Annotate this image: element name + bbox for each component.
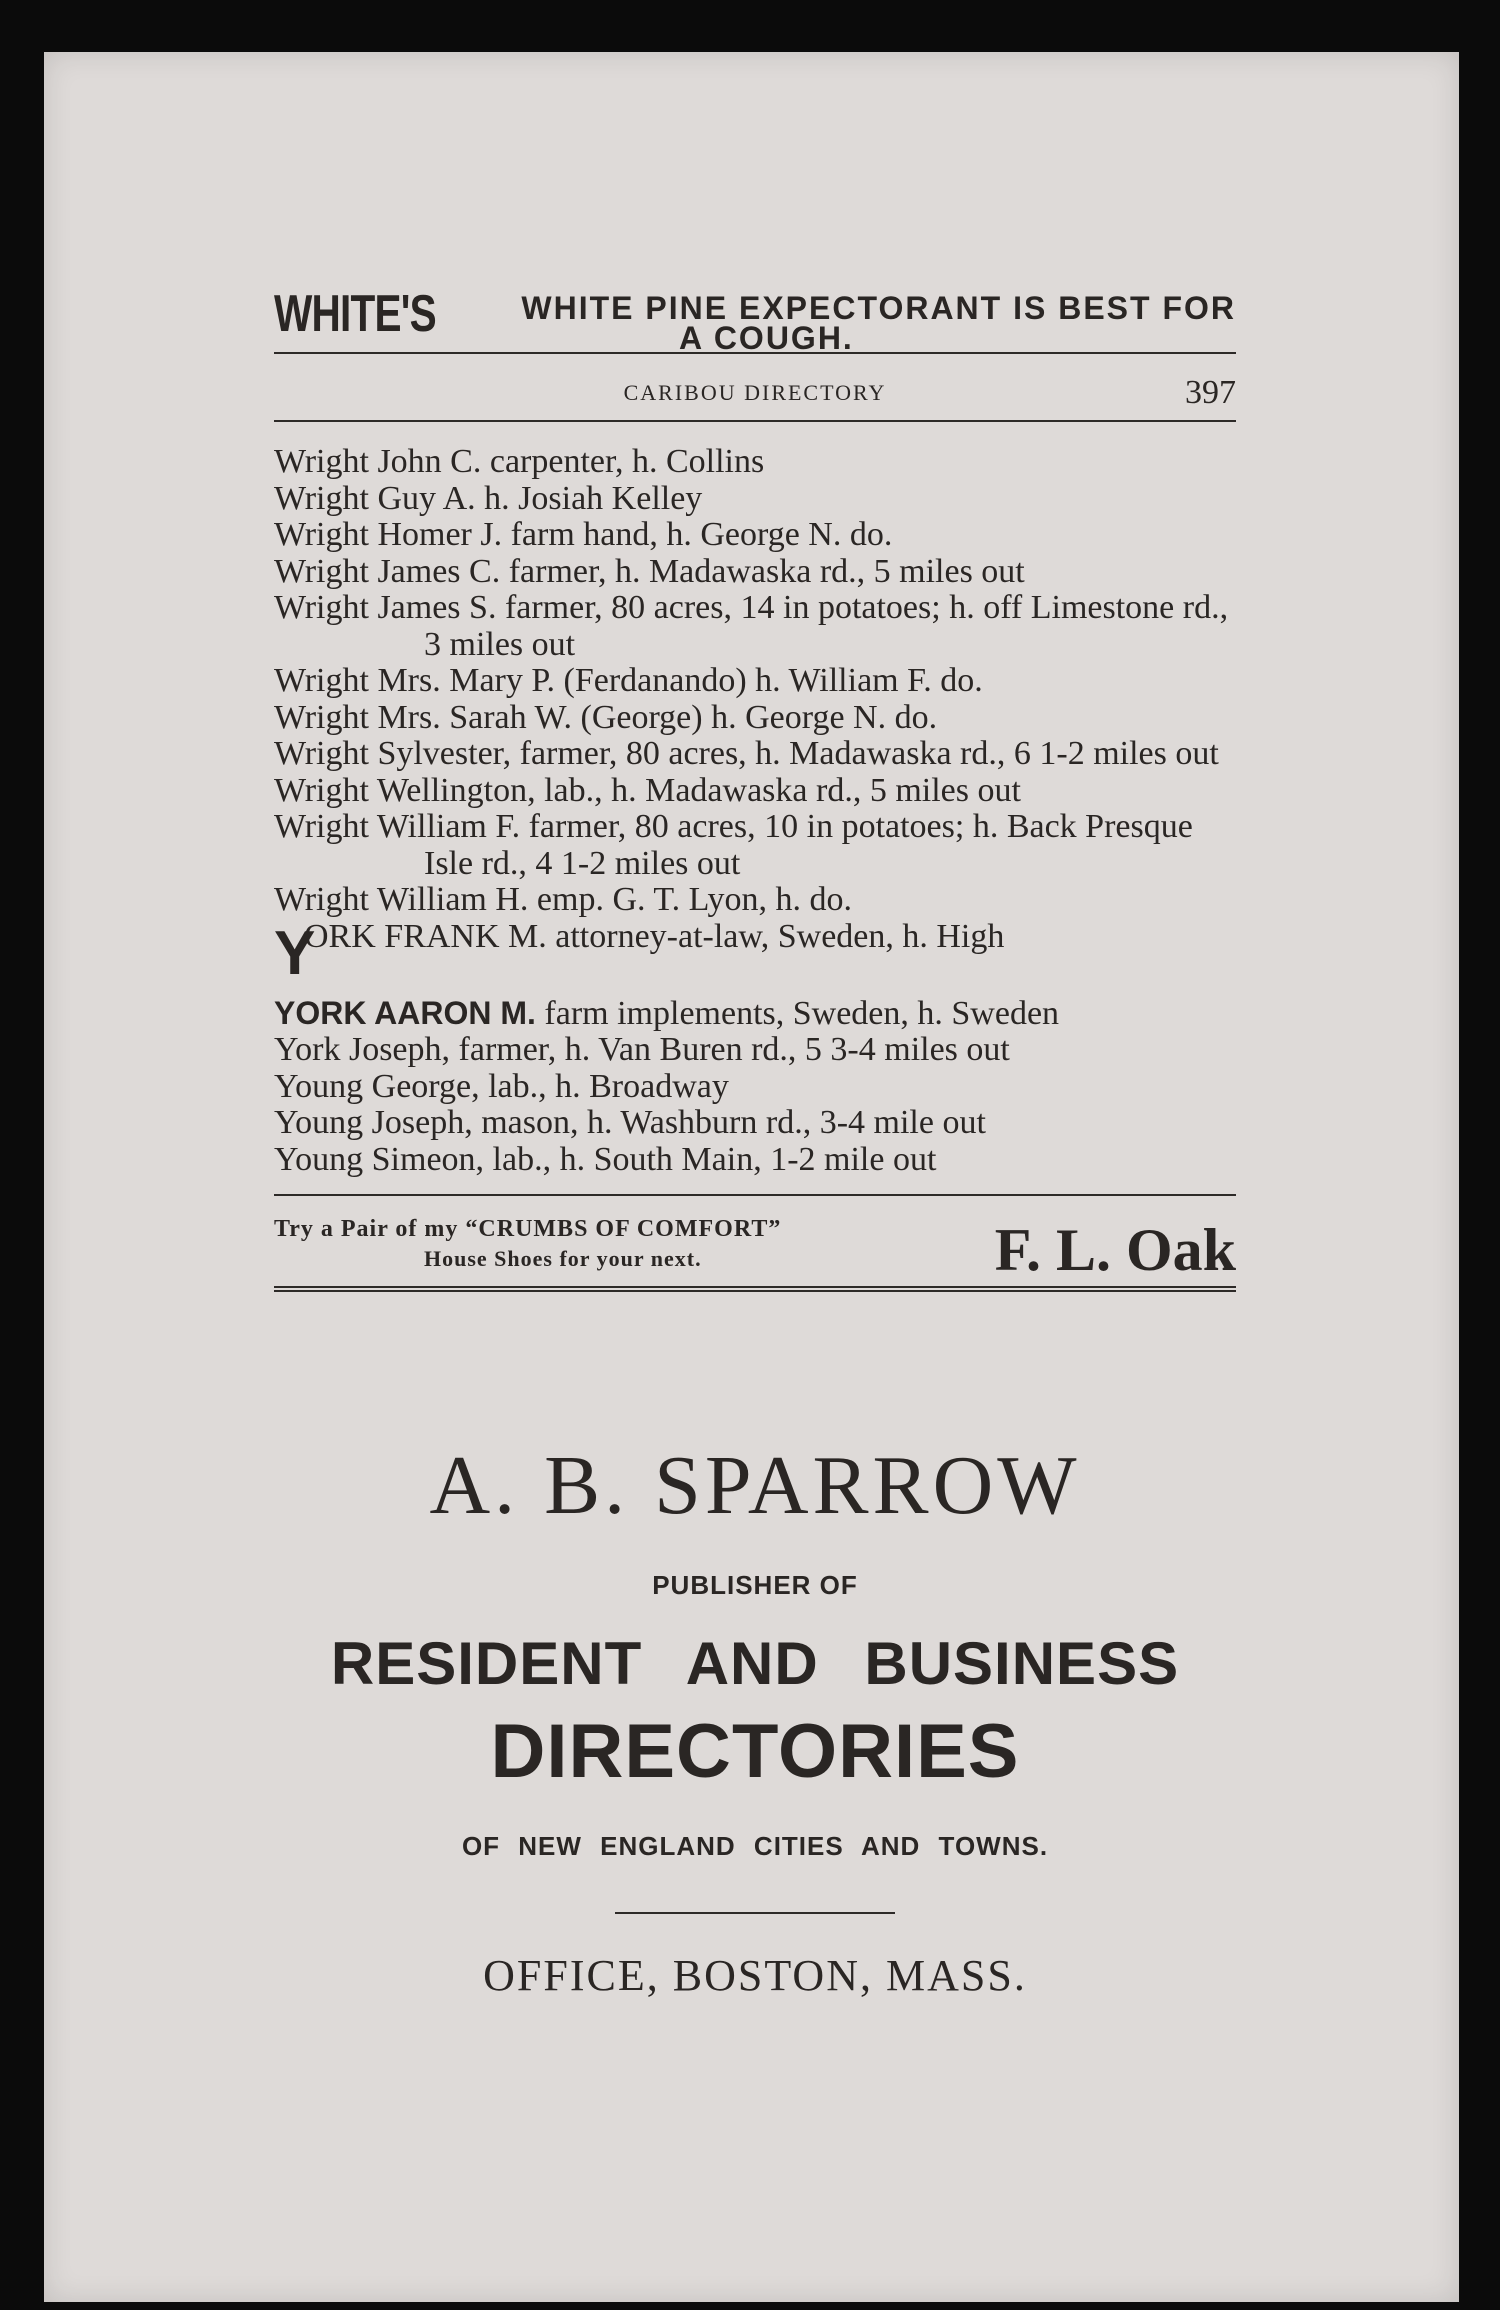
divider-rule	[615, 1912, 895, 1914]
directory-entry: Wright William H. emp. G. T. Lyon, h. do.	[274, 881, 853, 918]
ad-oak-signature: F. L. Oak	[994, 1217, 1236, 1283]
ad-line-1: WHITE PINE EXPECTORANT IS BEST FOR	[521, 290, 1236, 326]
directory-entry: Wright Homer J. farm hand, h. George N. do.	[274, 516, 893, 553]
york-aaron-entry	[274, 995, 1236, 1033]
section-initial-y: Y	[274, 918, 316, 988]
directory-entry: Wright Wellington, lab., h. Madawaska rd., 5 miles out	[274, 771, 1021, 809]
page-number: 397	[1185, 374, 1236, 411]
directory-entry: Young Joseph, mason, h. Washburn rd., 3-4 mile out	[274, 1104, 986, 1141]
directory-title: CARIBOU DIRECTORY	[623, 380, 887, 405]
directory-entries	[274, 444, 1236, 1178]
resident-business-heading: RESIDENT AND BUSINESS	[330, 1630, 1180, 1697]
directory-entry: York Joseph, farmer, h. Van Buren rd., 5 3-4 miles out	[274, 1031, 1010, 1068]
directory-entry: Wright Guy A. h. Josiah Kelley	[274, 479, 703, 517]
york-aaron-name: YORK AARON M.	[274, 994, 536, 1031]
ad-whites-expectorant	[274, 272, 1236, 354]
publisher-name: A. B. SPARROW	[429, 1439, 1081, 1532]
directory-entry: Young George, lab., h. Broadway	[274, 1067, 729, 1105]
publisher-of-label: PUBLISHER OF	[652, 1570, 858, 1600]
directory-entry: Wright James C. farmer, h. Madawaska rd., 5 miles out	[274, 552, 1025, 590]
ad-oak-line-2: House Shoes for your next.	[424, 1246, 702, 1271]
york-aaron-details: farm implements, Sweden, h. Sweden	[544, 994, 1060, 1032]
ad-brand: WHITE'S	[274, 285, 436, 343]
ad-oak-line-1: Try a Pair of my “CRUMBS OF COMFORT”	[274, 1216, 782, 1242]
ad-oak-shoes	[274, 1194, 1236, 1292]
publisher-advertisement	[274, 1437, 1236, 2001]
york-frank-entry: ORK FRANK M. attorney-at-law, Sweden, h. High	[304, 917, 1005, 955]
directory-entry: Young Simeon, lab., h. South Main, 1-2 mile out	[274, 1140, 937, 1178]
office-location: OFFICE, BOSTON, MASS.	[483, 1951, 1027, 2000]
directory-page	[44, 52, 1459, 2302]
page-content	[274, 272, 1236, 1292]
directories-heading: DIRECTORIES	[490, 1709, 1020, 1794]
ad-line-2: A COUGH.	[679, 320, 854, 356]
directory-entry: Wright John C. carpenter, h. Collins	[274, 443, 765, 480]
section-y-heading-entry	[274, 919, 1236, 991]
directory-entry: Wright Sylvester, farmer, 80 acres, h. Madawaska rd., 6 1-2 miles out	[274, 735, 1219, 772]
new-england-line: OF NEW ENGLAND CITIES AND TOWNS.	[461, 1831, 1049, 1861]
directory-entry: Wright Mrs. Sarah W. (George) h. George N. do.	[274, 698, 938, 736]
running-head	[274, 354, 1236, 422]
directory-entry: Wright William F. farmer, 80 acres, 10 in potatoes; h. Back Presque Isle rd., 4 1-2 miles out	[274, 808, 1193, 882]
directory-entry: Wright Mrs. Mary P. (Ferdanando) h. William F. do.	[274, 662, 983, 699]
directory-entry: Wright James S. farmer, 80 acres, 14 in potatoes; h. off Limestone rd., 3 miles out	[274, 589, 1229, 663]
